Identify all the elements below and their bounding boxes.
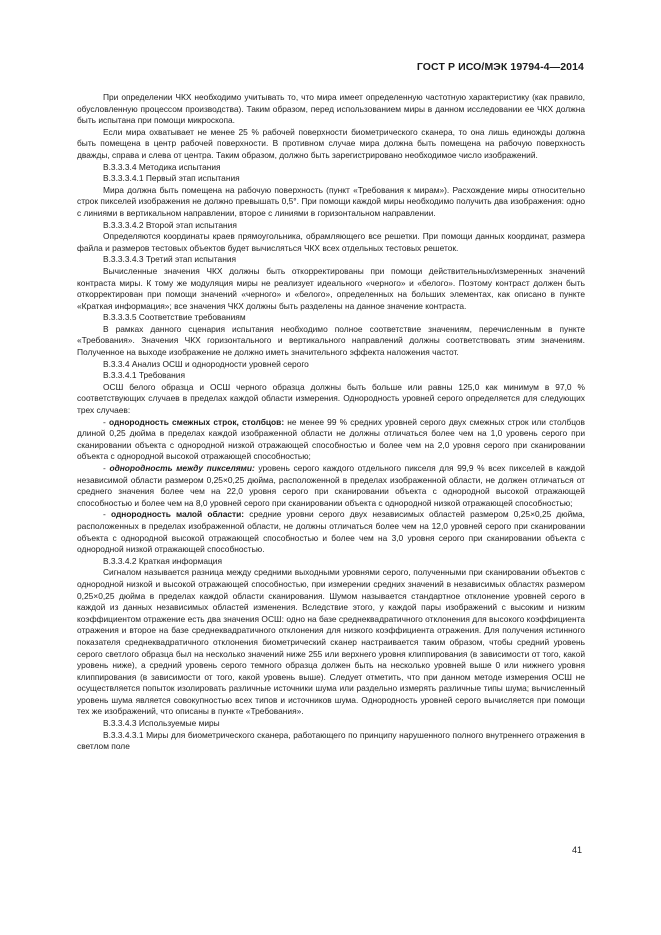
paragraph: Если мира охватывает не менее 25 % рабочей поверхности биометрического сканера, то она лишь единожды должна быть помещена в центр рабочей поверхности. В противном случае мира должна быть помещена на рабочую поверхность дважды, справа и слева от центра. Таким образом, должно быть зарегистрировано необходимое число изображений. <box>77 126 585 160</box>
section-heading: В.3.3.3.5 Соответствие требованиям <box>103 312 246 323</box>
list-term: однородность между пикселями: <box>109 463 255 473</box>
paragraph: Сигналом называется разница между средними выходными уровнями серого, полученными при сканировании объектов с однородной низкой и высокой отражающей способностью, при измерении средних значений в независимых областях размером 0,25×0,25 дюйма в пределах каждой области сканирования. Шумом называется стандартное отклонение уровней серого в каждой из данных независимых областей изменения. Вследствие этого, у каждой пары изображений с высоким и низким коэффициентом отражение есть два значения ОСШ: одно на базе среднеквадратичного отклонения для высокого коэффициента отражения и второе на базе среднеквадратичного отклонения для низкого коэффициента отражения. Для получения истинного показателя среднеквадратичного отклонения биометрический сканер настраивается таким образом, чтобы средний уровень серого светлого образца был на несколько значений ниже 255 или верхнего уровня клиппирования (в зависимости от того, какой уровень ниже), а средний уровень серого темного образца должен быть на несколько уровней выше 0 или нижнего уровня клиппирования (в зависимости от того, какой уровень выше). Следует отметить, что при данном методе измерения ОСШ не осуществляется попыток изолировать различные источники шума или раздельно измерять различные типы шума; вычисленный уровень шума является совокупностью всех типов и источников шума. Однородность уровней серого вычисляется при помощи тех же изображений, что описаны в пункте «Требования». <box>77 567 585 717</box>
list-item <box>77 417 585 463</box>
page-number: 41 <box>571 845 582 855</box>
list-text: не менее 99 % средних уровней серого двух смежных строк или столбцов длиной 0,25 дюйма в пределах каждой изображенной области не должны отличаться более чем на 1,0 уровень серого при сканировании объекта с однородной низкой отражающей способностью и более чем на 2,0 уровня серого при сканировании объекта с однородной высокой отражающей способностью; <box>77 416 586 462</box>
list-item <box>77 509 585 555</box>
section-heading: В.3.3.4 Анализ ОСШ и однородности уровней серого <box>103 358 309 369</box>
list-dash: - <box>103 509 111 520</box>
list-dash: - <box>103 416 109 427</box>
list-text: уровень серого каждого отдельного пикселя для 99,9 % всех пикселей в каждой независимой области размером 0,25×0,25 дюйма, расположенной в пределах изображенной области, не должен отличаться от среднего значения более чем на 22,0 уровня серого при сканировании объекта с однородной высокой отражающей способностью и более чем на 8,0 уровней серого при сканировании объекта с однородной низкой отражающей способностью; <box>77 463 585 508</box>
section-heading: В.3.3.3.4 Методика испытания <box>103 161 221 172</box>
section-heading: В.3.3.3.4.2 Второй этап испытания <box>103 219 237 230</box>
section-heading: В.3.3.3.4.3 Третий этап испытания <box>103 254 237 265</box>
paragraph: Определяются координаты краев прямоугольника, обрамляющего все решетки. При помощи данных координат, размера файла и размеров тестовых объектов будет вычисляться ЧКХ всех отдельных тестовых решеток. <box>77 231 585 253</box>
list-dash: - <box>103 463 110 473</box>
list-term: однородность смежных строк, столбцов: <box>108 416 285 427</box>
section-heading: В.3.3.4.2 Краткая информация <box>103 555 223 566</box>
paragraph: В.3.3.4.3.1 Миры для биометрического сканера, работающего по принципу нарушенного полного внутреннего отражения в светлом поле <box>77 729 585 752</box>
list-item <box>77 463 585 509</box>
paragraph: Вычисленные значения ЧКХ должны быть откорректированы при помощи действительных/измеренных значений контраста миры. К тому же модуляция миры не реализует идеального «черного» и «белого». Поэтому контраст должен быть откорректирован при помощи значений «черного» и «белого», определенных на больших элементах, как описано в пункте «Краткая информация»; все значения ЧКХ должны быть разделены на данное значение контраста. <box>77 265 585 311</box>
section-heading: В.3.3.4.3 Используемые миры <box>103 718 220 729</box>
section-heading: В.3.3.4.1 Требования <box>103 370 186 381</box>
paragraph: В рамках данного сценария испытания необходимо полное соответствие значениям, перечисленным в пункте «Требования». Значения ЧКХ горизонтального и вертикального направлений должны соответствовать этим значениям. Полученное на выходе изображение не должно иметь значительного эффекта наложения частот. <box>77 323 585 358</box>
section-heading: В.3.3.3.4.1 Первый этап испытания <box>103 173 240 184</box>
paragraph: При определении ЧКХ необходимо учитывать то, что мира имеет определенную частотную характеристику (как правило, обусловленную процессом производства). Таким образом, перед использованием миры в данном исследовании ее ЧКХ должна быть испытана при помощи микроскопа. <box>77 92 585 126</box>
document-header: ГОСТ Р ИСО/МЭК 19794-4—2014 <box>416 61 584 73</box>
list-term: однородность малой области: <box>110 509 245 520</box>
document-body <box>77 92 585 753</box>
list-text: средние уровни серого двух независимых областей размером 0,25×0,25 дюйма, расположенных в пределах изображенной области, не должны отличаться более чем на 12,0 уровней серого при сканировании объекта с однородной высокой отражающей способностью и более чем на 3,0 уровня серого при сканировании объекта с однородной низкой отражающей способностью. <box>77 509 586 555</box>
paragraph: ОСШ белого образца и ОСШ черного образца должны быть больше или равны 125,0 как минимум в 97,0 % соответствующих случаев в пределах каждой области измерения. Однородность уровней серого определяется для следующих трех случаев: <box>77 381 585 416</box>
paragraph: Мира должна быть помещена на рабочую поверхность (пункт «Требования к мирам»). Расхождение миры относительно строк пикселей изображения не должно превышать 0,5°. При помощи каждой миры необходимо получить два изображения: одно с линиями в вертикальном направлении, второе с линиями в горизонтальном направлении. <box>77 184 585 218</box>
